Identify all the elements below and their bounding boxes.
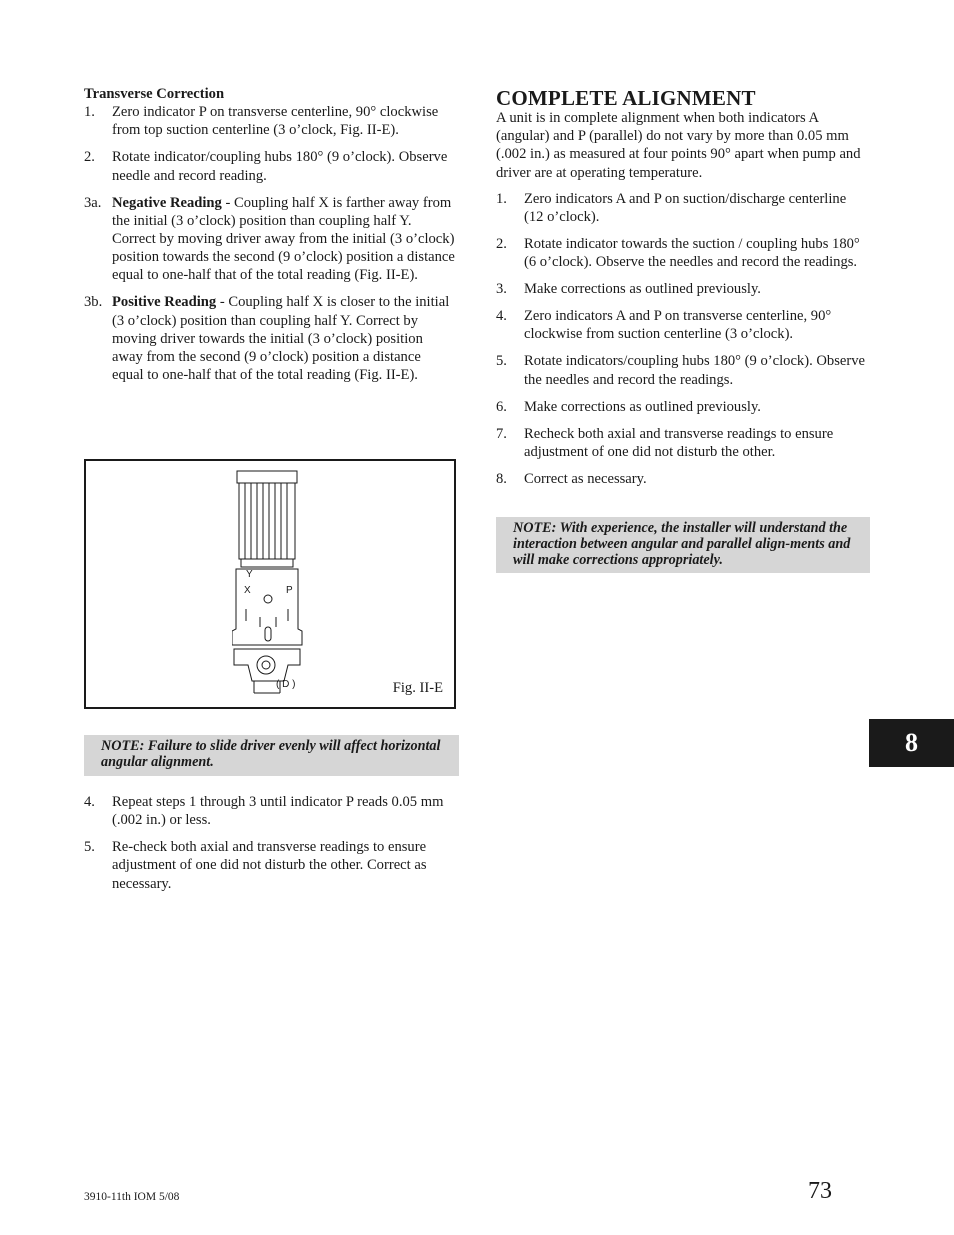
step-text: - Coupling half X is farther away from the initial (3 o’clock) position than coupling half Y. Correct by moving driver away from the initial (3 o’clock) position towards the second (9 o’clock) position a distance equal to one-half that of the total reading (Fig. II-E).	[112, 194, 455, 284]
list-item	[84, 148, 456, 184]
step-number: 5.	[496, 353, 507, 370]
list-item	[496, 307, 868, 343]
list-item	[496, 280, 868, 298]
label-x: X	[244, 585, 251, 596]
list-item	[496, 352, 868, 388]
step-text: Repeat steps 1 through 3 until indicator P reads 0.05 mm (.002 in.) or less.	[112, 794, 444, 829]
step-text: Recheck both axial and transverse readings to ensure adjustment of one did not disturb the other.	[524, 425, 834, 460]
step-number: 3b.	[84, 294, 103, 311]
list-item	[496, 190, 868, 226]
step-number: 3a.	[84, 194, 102, 211]
step-number: 4.	[496, 308, 507, 325]
step-number: 2.	[84, 149, 95, 166]
step-lead: Negative Reading	[112, 194, 222, 211]
list-item	[496, 425, 868, 461]
step-text: Re-check both axial and transverse readings to ensure adjustment of one did not disturb the other. Correct as necessary.	[112, 839, 427, 892]
transverse-steps	[84, 103, 456, 384]
step-text: Zero indicators A and P on suction/discharge centerline (12 o’clock).	[524, 190, 847, 226]
right-column	[496, 85, 868, 497]
step-text: - Coupling half X is closer to the initial (3 o’clock) position than coupling half Y. Correct by moving driver towards the initial (3 o’clock) position away from the second (9 o’clock) position a distance equal to one-half that of the total reading (Fig. II-E).	[112, 294, 450, 384]
step-number: 6.	[496, 398, 507, 415]
list-item	[496, 470, 868, 488]
step-text: Make corrections as outlined previously.	[524, 281, 761, 298]
figure-caption: Fig. II-E	[392, 679, 443, 696]
step-number: 4.	[84, 794, 95, 810]
step-text: Correct as necessary.	[524, 470, 647, 487]
label-d: ( D )	[276, 679, 296, 690]
step-number: 1.	[84, 104, 95, 121]
step-number: 5.	[84, 839, 95, 856]
note-box: NOTE: With experience, the installer will understand the interaction between angular and parallel align-ments and will make corrections appropriately.	[496, 517, 870, 573]
list-item	[84, 793, 456, 829]
page-number: 73	[808, 1178, 832, 1204]
alignment-steps	[496, 190, 868, 488]
step-text: Rotate indicators/coupling hubs 180° (9 o’clock). Observe the needles and record the readings.	[524, 353, 866, 388]
step-number: 1.	[496, 190, 507, 207]
note-box: NOTE: Failure to slide driver evenly will affect horizontal angular alignment.	[84, 735, 459, 776]
left-column	[84, 85, 456, 393]
intro-paragraph: A unit is in complete alignment when both indicators A (angular) and P (parallel) do not vary by more than 0.05 mm (.002 in.) as measured at four points 90° apart when pump and driver are at operating temperature.	[496, 110, 861, 181]
step-text: Rotate indicator/coupling hubs 180° (9 o’clock). Observe needle and record reading.	[112, 149, 448, 184]
step-number: 3.	[496, 281, 507, 298]
left-column-continued	[84, 793, 456, 902]
section-heading: COMPLETE ALIGNMENT	[496, 86, 756, 110]
list-item	[84, 838, 456, 893]
list-item	[84, 194, 456, 285]
list-item	[84, 293, 456, 384]
list-item	[496, 398, 868, 416]
transverse-steps-continued	[84, 793, 456, 893]
label-y: Y	[246, 569, 253, 580]
step-lead: Positive Reading	[112, 294, 217, 311]
section-tab: 8	[869, 719, 954, 767]
list-item	[496, 235, 868, 271]
figure-ii-e	[84, 459, 456, 709]
document-id: 3910-11th IOM 5/08	[84, 1191, 180, 1203]
step-text: Zero indicator P on transverse centerline, 90° clockwise from top suction centerline (3 o’clock, Fig. II-E).	[112, 104, 439, 139]
list-item	[84, 103, 456, 139]
pump-coupling-drawing	[232, 469, 322, 697]
step-number: 8.	[496, 470, 507, 487]
label-p: P	[286, 585, 293, 596]
step-text: Rotate indicator towards the suction / coupling hubs 180° (6 o’clock). Observe the needles and record the readings.	[524, 236, 860, 271]
step-number: 2.	[496, 236, 507, 253]
step-number: 7.	[496, 425, 507, 442]
section-subheading: Transverse Correction	[84, 86, 225, 102]
step-text: Zero indicators A and P on transverse centerline, 90° clockwise from suction centerline (3 o’clock).	[524, 308, 832, 343]
step-text: Make corrections as outlined previously.	[524, 398, 761, 415]
